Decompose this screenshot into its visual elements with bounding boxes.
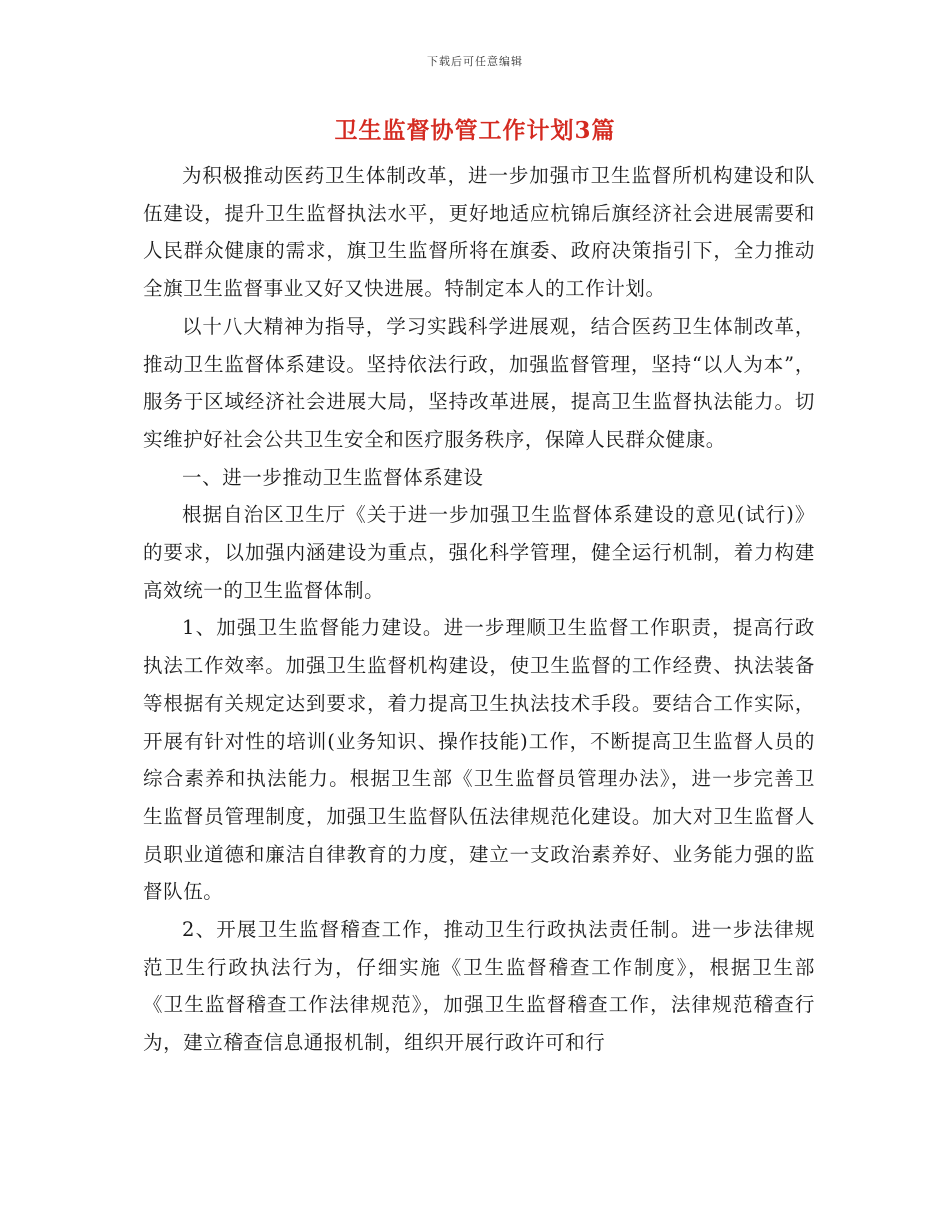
section-heading-1: 一、进一步推动卫生监督体系建设	[182, 465, 484, 489]
paragraph-section-1-intro: 根据自治区卫生厅《关于进一步加强卫生监督体系建设的意见(试行)》的要求，以加强内涵建设为重点，强化科学管理，健全运行机制，着力构建高效统一的卫生监督体制。	[143, 503, 815, 602]
paragraph-guiding-principle: 以十八大精神为指导，学习实践科学进展观，结合医药卫生体制改革，推动卫生监督体系建设。坚持依法行政，加强监督管理，坚持“以人为本”，服务于区域经济社会进展大局，坚持改革进展，提高卫生监督执法能力。切实维护好社会公共卫生安全和医疗服务秩序，保障人民群众健康。	[143, 314, 815, 451]
paragraph-intro: 为积极推动医药卫生体制改革，进一步加强市卫生监督所机构建设和队伍建设，提升卫生监督执法水平，更好地适应杭锦后旗经济社会进展需要和人民群众健康的需求，旗卫生监督所将在旗委、政府决策指引下，全力推动全旗卫生监督事业又好又快进展。特制定本人的工作计划。	[143, 164, 815, 301]
document-body	[143, 157, 815, 1062]
header-note: 下载后可任意编辑	[427, 55, 523, 68]
paragraph-item-2: 2、开展卫生监督稽查工作，推动卫生行政执法责任制。进一步法律规范卫生行政执法行为，仔细实施《卫生监督稽查工作制度》，根据卫生部《卫生监督稽查工作法律规范》，加强卫生监督稽查工作，法律规范稽查行为，建立稽查信息通报机制，组织开展行政许可和行	[143, 918, 815, 1055]
document-title: 卫生监督协管工作计划3篇	[334, 117, 616, 144]
paragraph-item-1: 1、加强卫生监督能力建设。进一步理顺卫生监督工作职责，提高行政执法工作效率。加强卫生监督机构建设，使卫生监督的工作经费、执法装备等根据有关规定达到要求，着力提高卫生执法技术手段。要结合工作实际，开展有针对性的培训(业务知识、操作技能)工作，不断提高卫生监督人员的综合素养和执法能力。根据卫生部《卫生监督员管理办法》，进一步完善卫生监督员管理制度，加强卫生监督队伍法律规范化建设。加大对卫生监督人员职业道德和廉洁自律教育的力度，建立一支政治素养好、业务能力强的监督队伍。	[143, 616, 815, 904]
